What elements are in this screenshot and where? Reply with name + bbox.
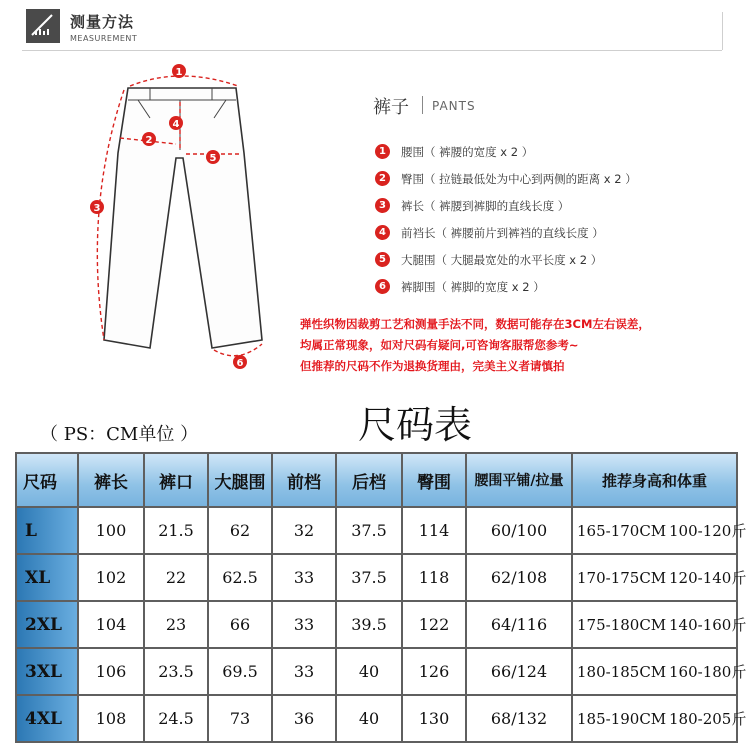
legend-text: 裤长（ 裤腰到裤脚的直线长度 ）	[401, 198, 570, 213]
table-cell: 24.5	[144, 695, 208, 742]
table-cell: 66	[208, 601, 272, 648]
table-cell: 33	[272, 554, 336, 601]
column-header: 推荐身高和体重	[572, 453, 737, 507]
weight-range: 140-160斤	[669, 616, 747, 634]
legend-text: 裤脚围（ 裤脚的宽度 x 2 ）	[401, 279, 545, 294]
table-cell: 62	[208, 507, 272, 554]
table-cell: 37.5	[336, 507, 402, 554]
table-cell: 62/108	[466, 554, 572, 601]
divider	[722, 12, 723, 50]
table-cell: 106	[78, 648, 144, 695]
notice-line: 均属正常现象，如对尺码有疑问,可咨询客服帮您参考~	[300, 338, 579, 352]
weight-range: 100-120斤	[669, 522, 747, 540]
table-cell: 73	[208, 695, 272, 742]
section-header	[0, 0, 749, 52]
column-header: 腰围平铺/拉量	[466, 453, 572, 507]
marker-1-label: 1	[175, 67, 183, 78]
table-cell: 32	[272, 507, 336, 554]
table-cell: 114	[402, 507, 466, 554]
column-header: 大腿围	[208, 453, 272, 507]
table-cell: 64/116	[466, 601, 572, 648]
marker-4	[169, 116, 183, 130]
marker-5-label: 5	[209, 153, 217, 164]
legend-text: 前裆长（ 裤腰前片到裤裆的直线长度 ）	[401, 225, 604, 240]
column-header: 裤长	[78, 453, 144, 507]
divider	[422, 96, 423, 114]
legend-text: 腰围（ 裤腰的宽度 x 2 ）	[401, 144, 534, 159]
table-cell: 39.5	[336, 601, 402, 648]
height-range: 185-190CM	[577, 710, 667, 728]
marker-5	[206, 150, 220, 164]
marker-6	[233, 355, 247, 369]
marker-3-label: 3	[93, 203, 101, 214]
pants-title: 裤子	[373, 97, 409, 118]
pants-outline-icon	[104, 88, 262, 348]
table-cell: 33	[272, 648, 336, 695]
height-range: 175-180CM	[577, 616, 667, 634]
table-cell: 130	[402, 695, 466, 742]
notice-line: 弹性织物因裁剪工艺和测量手法不同，数据可能存在3CM左右误差，	[300, 317, 650, 331]
section-subtitle: MEASUREMENT	[70, 34, 138, 43]
table-cell: 21.5	[144, 507, 208, 554]
table-cell: 23	[144, 601, 208, 648]
column-header: 尺码	[16, 453, 78, 507]
legend-item	[375, 192, 745, 219]
table-cell: 108	[78, 695, 144, 742]
table-cell: 40	[336, 648, 402, 695]
divider	[22, 50, 722, 51]
column-header: 臀围	[402, 453, 466, 507]
table-cell: 33	[272, 601, 336, 648]
notice-line: 但推荐的尺码不作为退换货理由，完美主义者请慎拍	[300, 359, 565, 373]
size-chart-title: 尺码表	[358, 403, 473, 447]
recommend-cell	[572, 601, 747, 648]
weight-range: 180-205斤	[669, 710, 747, 728]
recommend-cell	[572, 554, 747, 601]
table-cell: 104	[78, 601, 144, 648]
legend-item	[375, 246, 745, 273]
legend-item	[375, 138, 745, 165]
number-badge: 2	[375, 171, 390, 186]
table-cell: 122	[402, 601, 466, 648]
size-cell: XL	[16, 554, 78, 601]
table-cell: 62.5	[208, 554, 272, 601]
column-header: 前档	[272, 453, 336, 507]
marker-3	[90, 200, 104, 214]
table-cell: 60/100	[466, 507, 572, 554]
recommend-cell	[572, 648, 747, 695]
legend-text: 大腿围（ 大腿最宽处的水平长度 x 2 ）	[401, 252, 603, 267]
legend-item	[375, 219, 745, 246]
weight-range: 120-140斤	[669, 569, 747, 587]
marker-4-label: 4	[172, 119, 180, 130]
ruler-icon	[26, 9, 60, 43]
table-header-row	[16, 453, 737, 507]
height-range: 180-185CM	[577, 663, 667, 681]
table-cell: 40	[336, 695, 402, 742]
table-cell: 23.5	[144, 648, 208, 695]
number-badge: 5	[375, 252, 390, 267]
table-cell: 37.5	[336, 554, 402, 601]
marker-1	[172, 64, 186, 78]
size-cell: 2XL	[16, 601, 78, 648]
unit-note: （ PS：CM单位 ）	[40, 424, 199, 445]
size-cell: L	[16, 507, 78, 554]
table-row	[16, 507, 737, 554]
number-badge: 4	[375, 225, 390, 240]
table-cell: 69.5	[208, 648, 272, 695]
size-table	[15, 452, 747, 743]
recommend-cell	[572, 507, 747, 554]
height-range: 165-170CM	[577, 522, 667, 540]
legend-text: 臀围（ 拉链最低处为中心到两侧的距离 x 2 ）	[401, 171, 637, 186]
table-cell: 22	[144, 554, 208, 601]
table-cell: 102	[78, 554, 144, 601]
marker-2	[142, 132, 156, 146]
weight-range: 160-180斤	[669, 663, 747, 681]
column-header: 裤口	[144, 453, 208, 507]
section-title: 测量方法	[70, 13, 135, 31]
number-badge: 1	[375, 144, 390, 159]
legend-item	[375, 165, 745, 192]
size-cell: 4XL	[16, 695, 78, 742]
table-row	[16, 648, 737, 695]
table-cell: 66/124	[466, 648, 572, 695]
size-cell: 3XL	[16, 648, 78, 695]
table-cell: 126	[402, 648, 466, 695]
table-row	[16, 695, 737, 742]
marker-6-label: 6	[236, 358, 244, 369]
table-row	[16, 601, 737, 648]
table-cell: 118	[402, 554, 466, 601]
number-badge: 6	[375, 279, 390, 294]
legend-item	[375, 273, 745, 300]
column-header: 后档	[336, 453, 402, 507]
measurement-notice	[300, 314, 745, 377]
pants-subtitle: PANTS	[432, 99, 476, 113]
table-cell: 100	[78, 507, 144, 554]
table-cell: 68/132	[466, 695, 572, 742]
pants-diagram	[0, 58, 300, 378]
table-row	[16, 554, 737, 601]
recommend-cell	[572, 695, 747, 742]
marker-2-label: 2	[145, 135, 153, 146]
number-badge: 3	[375, 198, 390, 213]
measurement-legend	[375, 138, 745, 300]
height-range: 170-175CM	[577, 569, 667, 587]
table-cell: 36	[272, 695, 336, 742]
